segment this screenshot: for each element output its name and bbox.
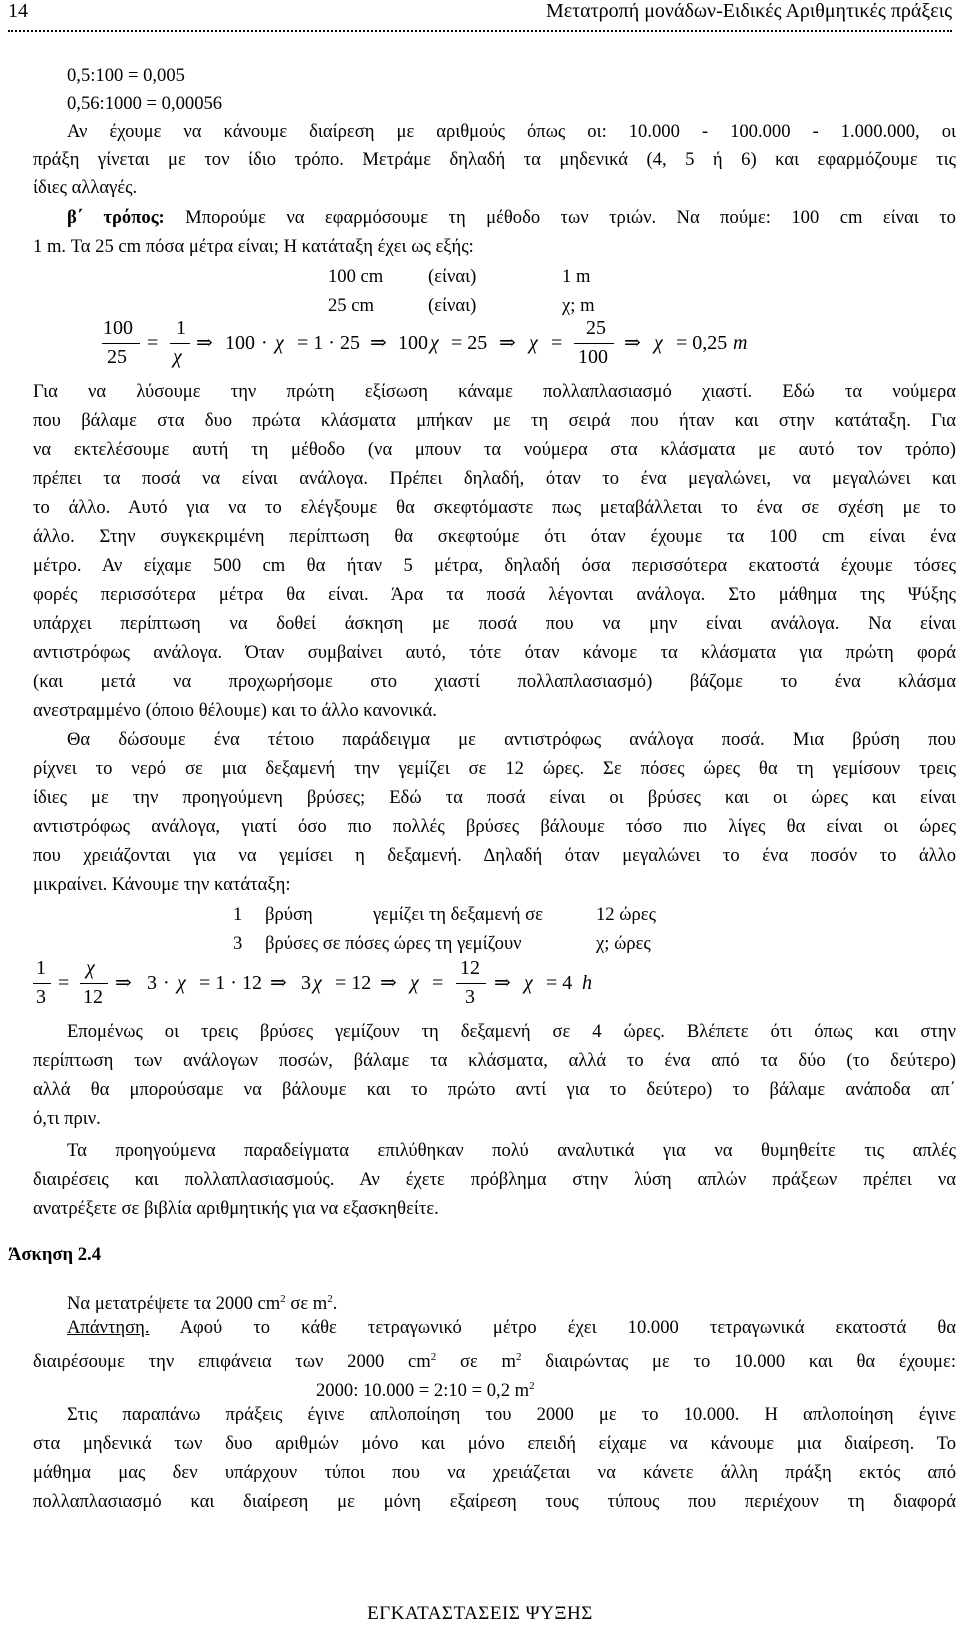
table2-cell: 1 [233, 904, 243, 925]
text-line: που βάλαμε στα δυο πρώτα κλάσματα μπήκαν με τη σειρά που ήταν και στην κατάταξη. Για [33, 410, 956, 431]
table2-cell: βρύσες σε πόσες ώρες τη γεμίζουν [265, 933, 522, 954]
table1-cell: (είναι) [428, 266, 477, 287]
eq-numerator: 100 [103, 317, 133, 339]
method-label: β΄ τρόπος: [67, 207, 165, 228]
eq-denominator: χ [173, 346, 182, 368]
eq-numerator: 25 [586, 317, 606, 339]
table1-cell: 100 cm [328, 266, 384, 287]
text-line: διαιρέσουμε την επιφάνεια των 2000 $cm^2$ σε $m^2$ διαιρώντας με το 10.000 και θα έχουμε: [33, 1351, 956, 1373]
table2-cell: 12 ώρες [596, 904, 656, 925]
text-line: αλλά θα μπορούσαμε να βάλουμε και το πρώτο αντί για το δεύτερο) το βάλαμε ανάποδα απ΄ [33, 1079, 956, 1100]
text-line: 0,5:100 = 0,005 [67, 65, 185, 86]
text-line: άλλο. Στην συγκεκριμένη περίπτωση θα σκεφτούμε ότι όταν έχουμε τα 100 cm είναι ένα [33, 526, 956, 547]
text-line: Τα προηγούμενα παραδείγματα επιλύθηκαν πολύ αναλυτικά για να θυμηθείτε τις απλές [67, 1140, 956, 1161]
implies-arrow: ⇒ [270, 972, 287, 994]
eq-denominator: 100 [578, 346, 608, 368]
text-line: ίδιες αλλαγές. [33, 177, 138, 198]
eq-denominator: 3 [36, 986, 46, 1008]
eq-denominator: 3 [465, 986, 475, 1008]
text-line: Για να λύσουμε την πρώτη εξίσωση κάναμε πολλαπλασιασμό χιαστί. Εδώ τα νούμερα [33, 381, 956, 402]
table2-cell: γεμίζει τη δεξαμενή σε [373, 904, 543, 925]
table1-cell: 25 cm [328, 295, 374, 316]
text-line: να εκτελέσουμε αυτή τη μέθοδο (να μπουν τα νούμερα στα κλάσματα με αυτό τον τρόπο) [33, 439, 956, 460]
implies-arrow: ⇒ [380, 972, 397, 994]
exercise-heading: Άσκηση 2.4 [8, 1244, 101, 1265]
text-line: περίπτωση των ανάλογων ποσών, βάλαμε τα κλάσματα, αλλά το ένα από τα δύο (το δεύτερο) [33, 1050, 956, 1071]
text-line: το άλλο. Αυτό για να το ελέγξουμε θα σκεφτόμαστε πως μεταβάλλεται το ένα σε σχέση με το [33, 497, 956, 518]
table1-cell: (είναι) [428, 295, 477, 316]
text-line: ίδιες με την προηγούμενη βρύσες; Εδώ τα ποσά είναι οι βρύσες και οι ώρες και είναι [33, 787, 956, 808]
text-line: ρίχνει το νερό σε μια δεξαμενή την γεμίζει σε 12 ώρες. Σε πόσες ώρες θα τη γεμίσουν τρεις [33, 758, 956, 779]
eq-denominator: 12 [83, 986, 103, 1008]
eq-numerator: χ [86, 957, 95, 979]
answer-label: Απάντηση. [67, 1317, 150, 1338]
page-header [8, 0, 952, 32]
text-line: μέτρο. Αν είχαμε 500 cm θα ήταν 5 μέτρα, δηλαδή όσα περισσότερα εκατοστά έχουμε τόσες [33, 555, 956, 576]
text-line: στα μηδενικά των δυο αριθμών μόνο και μόνο επειδή είχαμε να κάνουμε μια διαίρεση. Το [33, 1433, 956, 1454]
implies-arrow: ⇒ [624, 332, 641, 354]
equation-2: 1 3 = χ 12 ⇒ 3 · χ = 1 · 12 ⇒ 3 χ = 12 ⇒ χ = 12 3 ⇒ χ = 4 h [33, 954, 956, 1014]
text-line: Να μετατρέψετε τα 2000 $cm^2$ σε $m^2$. [67, 1293, 338, 1315]
text-line: πράξη γίνεται με τον ίδιο τρόπο. Μετράμε δηλαδή τα μηδενικά (4, 5 ή 6) και εφαρμόζουμε τις [33, 149, 956, 170]
text-line: β΄ τρόπος: Μπορούμε να εφαρμόσουμε τη μέθοδο των τριών. Να πούμε: 100 cm είναι το [67, 207, 956, 228]
implies-arrow: ⇒ [499, 332, 516, 354]
table1-cell: 1 m [562, 266, 591, 287]
text-line: διαιρέσεις και πολλαπλασιασμούς. Αν έχετε πρόβλημα στην λύση απλών πράξεων πρέπει να [33, 1169, 956, 1190]
implies-arrow: ⇒ [370, 332, 387, 354]
equation-1: 100 25 = 1 χ ⇒ 100 · χ = 1 · 25 ⇒ 100 χ = 25 ⇒ χ = 25 100 ⇒ χ = 0,25 m [33, 314, 956, 374]
text-line: Θα δώσουμε ένα τέτοιο παράδειγμα με αντιστρόφως ανάλογα ποσά. Μια βρύση που [67, 729, 956, 750]
text-line: Επομένως οι τρεις βρύσες γεμίζουν τη δεξαμενή σε 4 ώρες. Βλέπετε ότι όπως και στην [67, 1021, 956, 1042]
table2-cell: χ; ώρες [596, 933, 651, 954]
text-line: 0,56:1000 = 0,00056 [67, 93, 223, 114]
text-line: Απάντηση. Αφού το κάθε τετραγωνικό μέτρο έχει 10.000 τετραγωνικά εκατοστά θα [67, 1317, 956, 1338]
implies-arrow: ⇒ [494, 972, 511, 994]
eq-numerator: 12 [460, 957, 480, 979]
eq-denominator: 25 [107, 346, 127, 368]
page-number: 14 [8, 0, 28, 22]
text-line: ανεστραμμένο (όποιο θέλουμε) και το άλλο κανονικά. [33, 700, 437, 721]
text-line: φορές περισσότερα μέτρα θα είναι. Άρα τα ποσά λέγονται ανάλογα. Στο μάθημα της Ψύξης [33, 584, 956, 605]
text-line: 1 m. Τα 25 cm πόσα μέτρα είναι; Η κατάταξη έχει ως εξής: [33, 236, 474, 257]
implies-arrow: ⇒ [196, 332, 213, 354]
text-line: αντιστρόφως ανάλογα. Όταν συμβαίνει αυτό, τότε όταν κάνομε τα κλάσματα για πρώτη φορά [33, 642, 956, 663]
eq-numerator: 1 [176, 317, 186, 339]
chapter-title: Μετατροπή μονάδων-Ειδικές Αριθμητικές πράξεις [545, 0, 952, 22]
text-line: μάθημα μας δεν υπάρχουν τύποι που να χρειάζεται να κάνετε άλλη πράξη εκτός από [33, 1462, 956, 1483]
text-line: ό,τι πριν. [33, 1108, 101, 1129]
table2-cell: βρύση [265, 904, 313, 925]
table2-cell: 3 [233, 933, 243, 954]
text-line: πρέπει τα ποσά να είναι ανάλογα. Πρέπει δηλαδή, όταν το ένα μεγαλώνει, να μεγαλώνει και [33, 468, 956, 489]
text-line: Στις παραπάνω πράξεις έγινε απλοποίηση του 2000 με το 10.000. Η απλοποίηση έγινε [67, 1404, 956, 1425]
text-line: πολλαπλασιασμό και διαίρεση με μόνη εξαίρεση τους τύπους που περιέχουν τη διαφορά [33, 1491, 956, 1512]
text-line: (και μετά να προχωρήσομε στο χιαστί πολλαπλασιασμό) βάζομε το ένα κλάσμα [33, 671, 956, 692]
eq-numerator: 1 [36, 957, 46, 979]
text-line: υπάρχει περίπτωση να δοθεί άσκηση με ποσά που να μην είναι ανάλογα. Να είναι [33, 613, 956, 634]
text-line: μικραίνει. Κάνουμε την κατάταξη: [33, 874, 291, 895]
text-line: ανατρέξετε σε βιβλία αριθμητικής για να εξασκηθείτε. [33, 1198, 439, 1219]
implies-arrow: ⇒ [115, 972, 132, 994]
text-line: 2000: 10.000 = 2:10 = 0,2 $m^2$ [316, 1380, 535, 1402]
page-footer: ΕΓΚΑΤΑΣΤΑΣΕΙΣ ΨΥΞΗΣ [367, 1603, 593, 1624]
text-line: αντιστρόφως ανάλογα, γιατί όσο πιο πολλές βρύσες βάλουμε τόσο πιο λίγες θα είναι οι ώρες [33, 816, 956, 837]
table1-cell: χ; m [562, 295, 595, 316]
text-line: Αν έχουμε να κάνουμε διαίρεση με αριθμούς όπως οι: 10.000 - 100.000 - 1.000.000, οι [67, 121, 956, 142]
text-line: που χρειάζονται για να γεμίσει η δεξαμενή. Δηλαδή όταν μεγαλώνει το ένα ποσόν το άλλο [33, 845, 956, 866]
